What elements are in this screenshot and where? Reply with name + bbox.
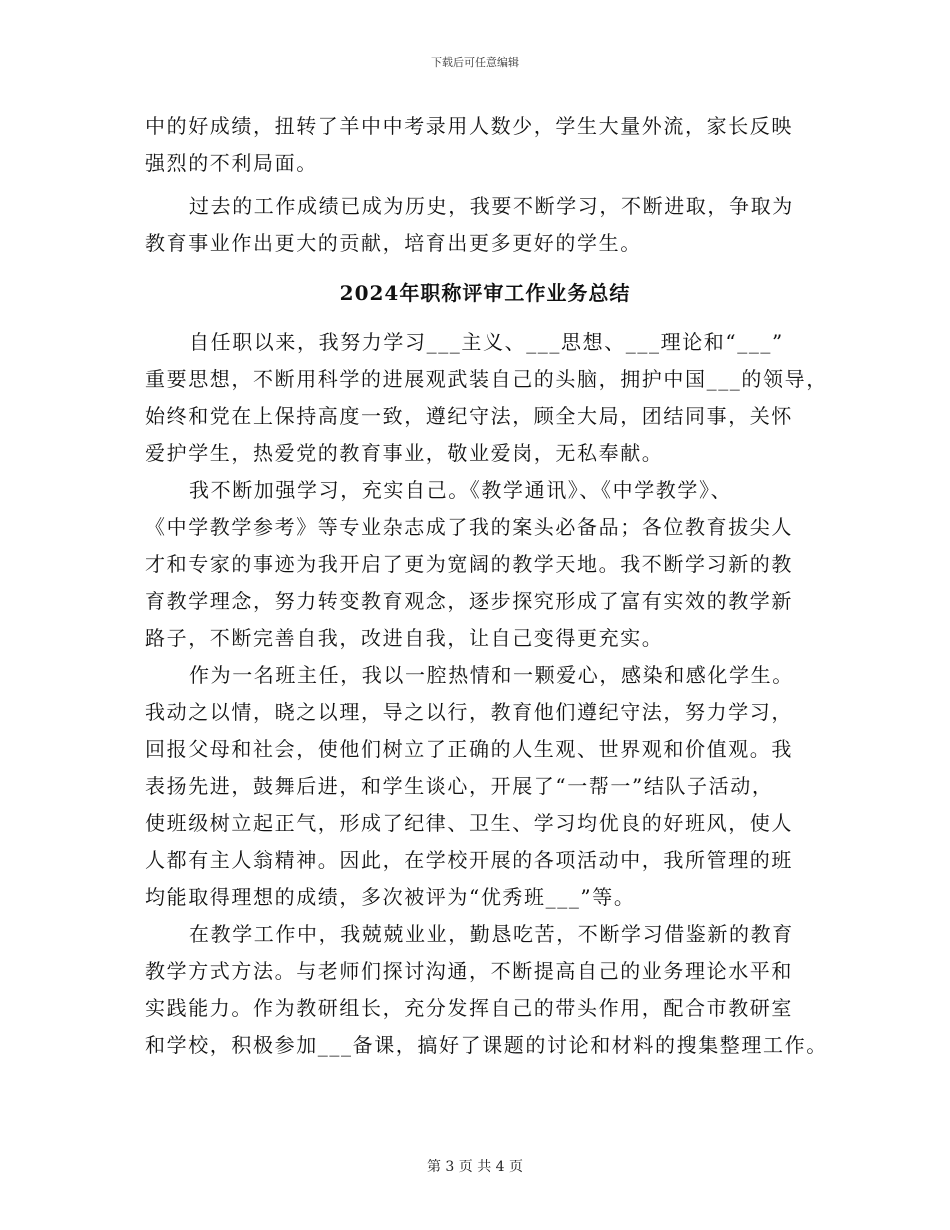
intro-paragraph-1 bbox=[145, 108, 825, 182]
text-line: 实践能力。作为教研组长，充分发挥自己的带头作用，配合市教研室 bbox=[145, 996, 793, 1020]
text-line: 强烈的不利局面。 bbox=[145, 151, 318, 175]
text-line: 《中学教学参考》等专业杂志成了我的案头必备品；各位教育拔尖人 bbox=[145, 515, 793, 539]
text-line: 路子，不断完善自我，改进自我，让自己变得更充实。 bbox=[145, 626, 664, 650]
body-paragraph-4 bbox=[145, 916, 828, 1064]
text-line: 才和专家的事迹为我开启了更为宽阔的教学天地。我不断学习新的教 bbox=[145, 552, 793, 576]
header-note: 下载后可任意编辑 bbox=[431, 56, 519, 69]
text-line: 使班级树立起正气，形成了纪律、卫生、学习均优良的好班风，使人 bbox=[145, 811, 793, 835]
text-line: 重要思想，不断用科学的进展观武装自己的头脑，拥护中国___的领导， bbox=[145, 367, 828, 391]
text-line: 爱护学生，热爱党的教育事业，敬业爱岗，无私奉献。 bbox=[145, 441, 664, 465]
text-line: 和学校，积极参加___备课，搞好了课题的讨论和材料的搜集整理工作。 bbox=[145, 1033, 828, 1057]
text-line: 教学方式方法。与老师们探讨沟通，不断提高自己的业务理论水平和 bbox=[145, 959, 793, 983]
document-content bbox=[145, 108, 828, 1064]
text-line: 在教学工作中，我兢兢业业，勤恳吃苦，不断学习借鉴新的教育 bbox=[189, 922, 794, 946]
text-line: 表扬先进，鼓舞后进，和学生谈心，开展了“一帮一”结队子活动， bbox=[145, 774, 774, 798]
text-line: 回报父母和社会，使他们树立了正确的人生观、世界观和价值观。我 bbox=[145, 737, 793, 761]
text-line: 过去的工作成绩已成为历史，我要不断学习，不断进取，争取为 bbox=[189, 194, 794, 218]
intro-paragraph-2 bbox=[145, 188, 825, 262]
text-line: 自任职以来，我努力学习___主义、___思想、___理论和“___” bbox=[189, 330, 784, 354]
text-line: 均能取得理想的成绩，多次被评为“优秀班___”等。 bbox=[145, 885, 636, 909]
text-line: 作为一名班主任，我以一腔热情和一颗爱心，感染和感化学生。 bbox=[189, 663, 794, 687]
text-line: 我不断加强学习，充实自己。《教学通讯》、《中学教学》、 bbox=[189, 478, 733, 502]
text-line: 中的好成绩，扭转了羊中中考录用人数少，学生大量外流，家长反映 bbox=[145, 114, 793, 138]
page-number: 第 3 页 共 4 页 bbox=[426, 1159, 524, 1175]
text-line: 我动之以情，晓之以理，导之以行，教育他们遵纪守法，努力学习， bbox=[145, 700, 793, 724]
body-paragraph-1 bbox=[145, 324, 828, 472]
text-line: 人都有主人翁精神。因此，在学校开展的各项活动中，我所管理的班 bbox=[145, 848, 793, 872]
body-paragraph-3 bbox=[145, 657, 825, 916]
text-line: 始终和党在上保持高度一致，遵纪守法，顾全大局，团结同事，关怀 bbox=[145, 404, 793, 428]
section-title: 2024年职称评审工作业务总结 bbox=[339, 281, 631, 305]
text-line: 教育事业作出更大的贡献，培育出更多更好的学生。 bbox=[145, 231, 642, 255]
body-paragraph-2 bbox=[145, 472, 825, 657]
text-line: 育教学理念，努力转变教育观念，逐步探究形成了富有实效的教学新 bbox=[145, 589, 793, 613]
